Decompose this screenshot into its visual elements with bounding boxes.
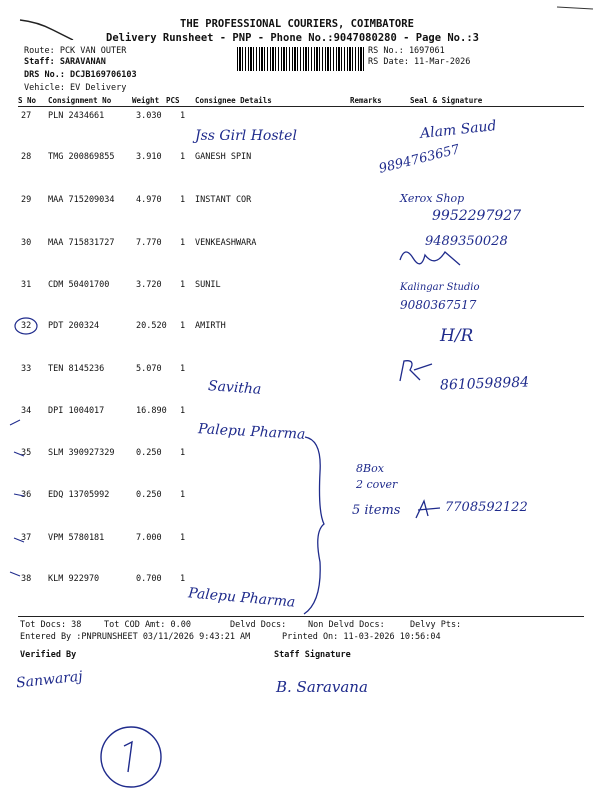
row-consignment: MAA 715209034 [48,195,115,205]
hw-kalingar-studio: Kalingar Studio [400,282,480,293]
hw-hr-mark: H/R [440,326,474,346]
drs-label: DRS No.: DCJB169706103 [24,70,137,80]
printed-on: Printed On: 11-03-2026 10:56:04 [282,632,441,642]
row-consignment: MAA 715831727 [48,238,115,248]
row-consignee: INSTANT COR [195,195,252,205]
row-weight: 7.770 [136,238,162,248]
row-weight: 20.520 [136,321,167,331]
company-title: THE PROFESSIONAL COURIERS, COIMBATORE [180,18,414,30]
rs-date: RS Date: 11-Mar-2026 [368,57,471,67]
staff-label: Staff: SARAVANAN [24,57,106,67]
row-consignment: DPI 1004017 [48,406,105,416]
hw-5-items: 5 items [352,503,401,518]
col-weight: Weight [132,96,160,105]
row-consignment: TMG 200869855 [48,152,115,162]
hw-signature-row27: Alam Saud [419,118,498,142]
delvd-docs: Delvd Docs: [230,620,287,630]
tot-cod: Tot COD Amt: 0.00 [104,620,191,630]
row-sno: 38 [21,574,32,584]
row-weight: 5.070 [136,364,162,374]
row-weight: 4.970 [136,195,162,205]
row-pcs: 1 [180,321,186,331]
row-pcs: 1 [180,448,186,458]
row-weight: 3.030 [136,111,162,121]
row-consignment: CDM 50401700 [48,280,110,290]
hw-phone-row33: 8610598984 [439,374,530,394]
row-pcs: 1 [180,195,186,205]
row-weight: 7.000 [136,533,162,543]
row-consignment: KLM 922970 [48,574,100,584]
delvy-pts: Delvy Pts: [410,620,462,630]
rs-no: RS No.: 1697061 [368,46,445,56]
row-weight: 0.250 [136,448,162,458]
row-pcs: 1 [180,406,186,416]
signature-row33 [396,356,436,386]
hw-savitha: Savitha [207,378,262,398]
row-weight: 0.700 [136,574,162,584]
pen-mark-top-right [555,5,595,27]
row-sno: 37 [21,533,32,543]
col-remarks: Remarks [350,96,382,105]
row-consignment: SLM 390927329 [48,448,115,458]
row-consignment: TEN 8145236 [48,364,105,374]
pen-ticks [0,0,60,600]
row-pcs: 1 [180,238,186,248]
row-consignee: GANESH SPIN [195,152,252,162]
hw-xerox-shop: Xerox Shop [400,192,465,205]
col-consignment: Consignment No [48,96,112,105]
stamp-circle [96,722,166,792]
row-consignee: AMIRTH [195,321,226,331]
signature-row36 [412,498,444,522]
row-consignee: SUNIL [195,280,221,290]
col-seal: Seal & Signature [410,96,483,105]
staff-signature-label: Staff Signature [274,650,351,660]
hw-8box: 8Box [356,462,384,475]
row-pcs: 1 [180,574,186,584]
row-consignment: PDT 200324 [48,321,100,331]
entered-by: Entered By :PNPRUNSHEET 03/11/2026 9:43:21 AM [20,632,251,642]
row-consignment: PLN 2434661 [48,111,105,121]
signature-scribble-row30 [395,240,465,275]
row-weight: 3.720 [136,280,162,290]
hw-2cover: 2 cover [356,478,398,491]
row-sno: 36 [21,490,32,500]
footer-rule [18,616,584,617]
row-pcs: 1 [180,280,186,290]
row-pcs: 1 [180,533,186,543]
row-sno: 33 [21,364,32,374]
verified-by-label: Verified By [20,650,77,660]
row-sno: 35 [21,448,32,458]
row-sno: 29 [21,195,32,205]
row-pcs: 1 [180,490,186,500]
row-sno: 27 [21,111,32,121]
row-consignment: EDQ 13705992 [48,490,110,500]
runsheet-subtitle: Delivery Runsheet - PNP - Phone No.:9047080280 - Page No.:3 [106,32,479,44]
tot-docs: Tot Docs: 38 [20,620,82,630]
row-pcs: 1 [180,111,186,121]
non-delvd-docs: Non Delvd Docs: [308,620,385,630]
hw-phone-row31: 9080367517 [400,298,477,312]
row-sno: 28 [21,152,32,162]
staff-signature: B. Saravana [276,678,368,696]
vehicle-label: Vehicle: EV Delivery [24,83,127,93]
hw-phone-row36: 7708592122 [445,500,528,515]
row-sno: 34 [21,406,32,416]
hw-palepu-pharma-row38: Palepu Pharma [187,585,296,611]
hw-phone-row30: 9489350028 [425,234,508,249]
curly-brace [300,432,350,622]
row-pcs: 1 [180,364,186,374]
hw-jss-girl-hostel: Jss Girl Hostel [195,128,297,144]
route-label: Route: PCK VAN OUTER [24,46,127,56]
row-weight: 0.250 [136,490,162,500]
row-consignment: VPM 5780181 [48,533,105,543]
row-pcs: 1 [180,152,186,162]
barcode [237,47,364,71]
row-sno: 32 [21,321,32,331]
hw-phone-row29: 9952297927 [432,208,522,224]
col-consignee: Consignee Details [195,96,272,105]
col-sno: S No [18,96,37,105]
row-sno: 31 [21,280,32,290]
row-sno: 30 [21,238,32,248]
hw-palepu-pharma-row34: Palepu Pharma [197,421,306,443]
header-rule [18,106,584,107]
row-weight: 16.890 [136,406,167,416]
verified-signature: Sanwaraj [15,668,84,692]
row-consignee: VENKEASHWARA [195,238,257,248]
row-weight: 3.910 [136,152,162,162]
col-pcs: PCS [166,96,180,105]
hw-phone-row28: 9894763657 [377,142,462,177]
